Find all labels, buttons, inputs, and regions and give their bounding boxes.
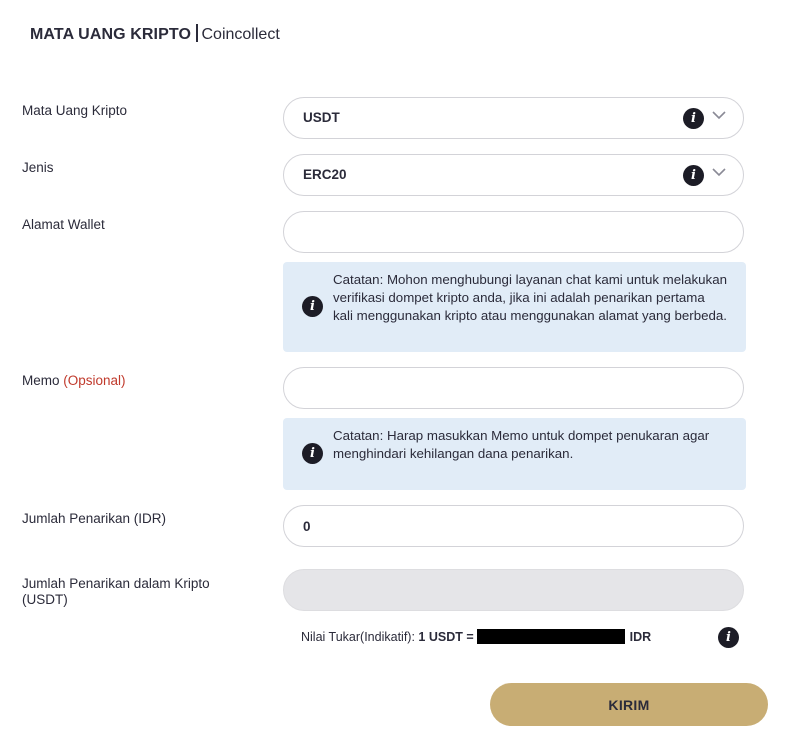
exchange-rate-unit: IDR	[629, 630, 652, 644]
info-icon[interactable]: i	[683, 108, 704, 129]
amount-crypto-field	[283, 569, 744, 611]
wallet-field[interactable]	[283, 211, 744, 253]
amount-idr-label: Jumlah Penarikan (IDR)	[22, 511, 167, 526]
memo-label-text: Memo	[22, 373, 60, 388]
currency-select[interactable]	[283, 97, 744, 139]
type-label: Jenis	[22, 160, 54, 175]
memo-field[interactable]	[283, 367, 744, 409]
page-title: MATA UANG KRIPTO	[30, 26, 191, 43]
memo-note	[283, 418, 746, 490]
type-selected-value: ERC20	[303, 167, 347, 182]
memo-optional-tag: (Opsional)	[63, 373, 126, 388]
header-divider	[196, 24, 198, 42]
info-icon: i	[302, 443, 323, 464]
type-select[interactable]	[283, 154, 744, 196]
exchange-rate-pair: 1 USDT =	[418, 630, 474, 644]
memo-input[interactable]	[284, 368, 743, 408]
redacted-rate-value	[477, 629, 625, 644]
exchange-rate-label: Nilai Tukar(Indikatif):	[301, 630, 415, 644]
currency-selected-value: USDT	[303, 110, 340, 125]
chevron-down-icon	[712, 110, 726, 120]
amount-idr-input[interactable]	[284, 506, 743, 546]
amount-crypto-label-line1: Jumlah Penarikan dalam Kripto	[22, 576, 210, 591]
info-icon[interactable]: i	[718, 627, 739, 648]
submit-button[interactable]: KIRIM	[490, 683, 768, 726]
brand-name: Coincollect	[201, 26, 280, 43]
wallet-label: Alamat Wallet	[22, 217, 105, 232]
amount-crypto-label	[22, 576, 210, 608]
amount-crypto-label-line2: (USDT)	[22, 592, 68, 607]
info-icon: i	[302, 296, 323, 317]
wallet-note	[283, 262, 746, 352]
exchange-rate	[301, 627, 651, 647]
amount-idr-field[interactable]	[283, 505, 744, 547]
wallet-note-text: Catatan: Mohon menghubungi layanan chat kami untuk melakukan verifikasi dompet kripto anda, jika ini adalah penarikan pertama kali menggunakan kripto atau menggunakan alamat yang berbeda.	[333, 272, 728, 323]
page-header	[30, 24, 280, 44]
memo-note-text: Catatan: Harap masukkan Memo untuk dompet penukaran agar menghindari kehilangan dana penarikan.	[333, 428, 710, 461]
wallet-input[interactable]	[284, 212, 743, 252]
amount-crypto-input	[284, 570, 743, 610]
currency-label: Mata Uang Kripto	[22, 103, 128, 118]
memo-label	[22, 373, 126, 389]
info-icon[interactable]: i	[683, 165, 704, 186]
chevron-down-icon	[712, 167, 726, 177]
